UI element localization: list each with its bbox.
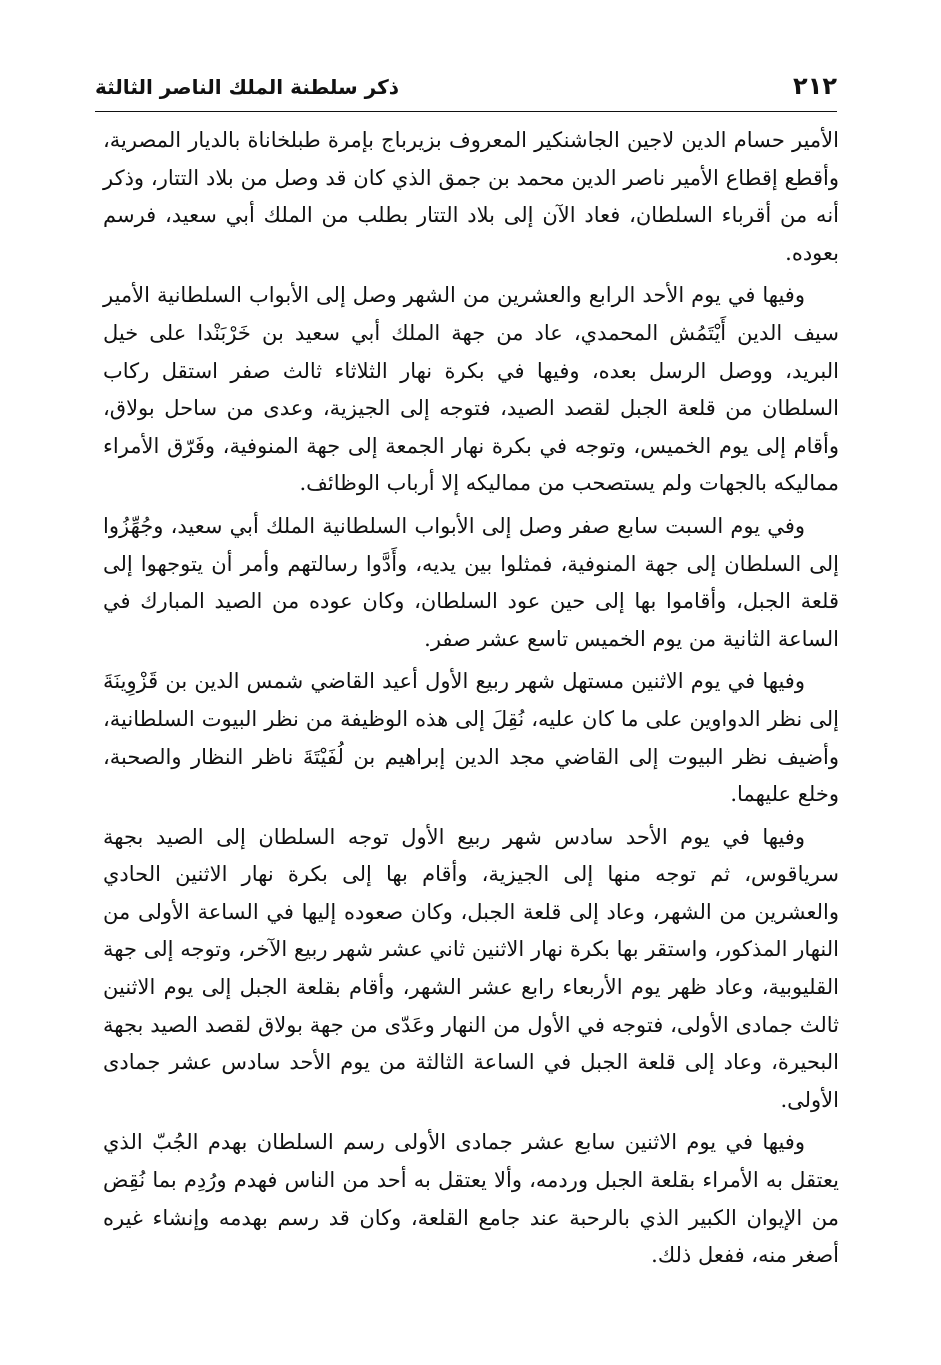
paragraph-6: وفيها في يوم الاثنين سابع عشر جمادى الأولى رسم السلطان بهدم الجُبّ الذي يعتقل به الأمراء بقلعة الجبل وردمه، وألا يعتقل به أحد من الناس فهدم ورُدِم بما نُقِض من الإيوان الكبير الذي بالرحبة عند جامع القلعة، وكان قد رسم بهدمه وإنشاء غيره أصغر منه، ففعل ذلك.	[103, 1130, 839, 1268]
running-title: ذكر سلطنة الملك الناصر الثالثة	[95, 75, 400, 99]
paragraph-1: الأمير حسام الدين لاجين الجاشنكير المعروف بزيرباج بإمرة طبلخاناة بالديار المصرية، وأقطع إقطاع الأمير ناصر الدين محمد بن جمق الذي كان قد وصل من بلاد التتار، وذكر أنه من أقرباء السلطان، فعاد الآن إلى بلاد التتار بطلب من الملك أبي سعيد، فرسم بعوده.	[103, 128, 839, 265]
paragraph-5: وفيها في يوم الأحد سادس شهر ربيع الأول توجه السلطان إلى الصيد بجهة سرياقوس، ثم توجه منها إلى الجيزية، وأقام بها إلى بكرة نهار الاثنين الحادي والعشرين من الشهر، وعاد إلى قلعة الجبل، وكان صعوده إليها في الساعة الأولى من النهار المذكور، واستقر بها بكرة نهار الاثنين ثاني عشر شهر ربيع الآخر، وتوجه إلى جهة القليوبية، وعاد ظهر يوم الأربعاء رابع عشر الشهر، وأقام بقلعة الجبل إلى يوم الاثنين ثالث جمادى الأولى، فتوجه في الأول من النهار وعَدّى من جهة بولاق لقصد الصيد بجهة البحيرة، وعاد إلى قلعة الجبل في الساعة الثالثة من يوم الأحد سادس عشر جمادى الأولى.	[103, 824, 839, 1112]
page-number: ٢١٢	[793, 72, 837, 100]
paragraph-3: وفي يوم السبت سابع صفر وصل إلى الأبواب السلطانية الملك أبي سعيد، وجُهِّزُوا إلى السلطان إلى جهة المنوفية، فمثلوا بين يديه، وأَدَّوا رسالتهم وأمر أن يتوجهوا إلى قلعة الجبل، وأقاموا بها إلى حين عود السلطان، وكان عوده من الصيد المبارك في الساعة الثانية من يوم الخميس تاسع عشر صفر.	[103, 513, 839, 651]
paragraph-4: وفيها في يوم الاثنين مستهل شهر ربيع الأول أعيد القاضي شمس الدين بن قَزْوِينَةَ إلى نظر الدواوين على ما كان عليه، نُقِلَ إلى هذه الوظيفة من نظر البيوت السلطانية، وأضيف نظر البيوت إلى القاضي مجد الدين إبراهيم بن لُفَيْتَةَ ناظر النظار والصحبة، وخلع عليهما.	[103, 669, 839, 807]
paragraph-2: وفيها في يوم الأحد الرابع والعشرين من الشهر وصل إلى الأبواب السلطانية الأمير سيف الدين أَيْتَمُش المحمدي، عاد من جهة الملك أبي سعيد بن خَرْبَنْدا على خيل البريد، ووصل الرسل بعده، وفيها في بكرة نهار الثلاثاء ثالث صفر استقل ركاب السلطان من قلعة الجبل لقصد الصيد، فتوجه إلى الجيزية، وعدى من ساحل بولاق، وأقام إلى يوم الخميس، وتوجه في بكرة نهار الجمعة إلى جهة المنوفية، وفَرّق الأمراء مماليكه بالجهات ولم يستصحب من مماليكه إلا أرباب الوظائف.	[103, 283, 839, 496]
header-rule	[95, 111, 837, 112]
page-header	[95, 68, 837, 112]
body-text	[103, 122, 839, 1280]
